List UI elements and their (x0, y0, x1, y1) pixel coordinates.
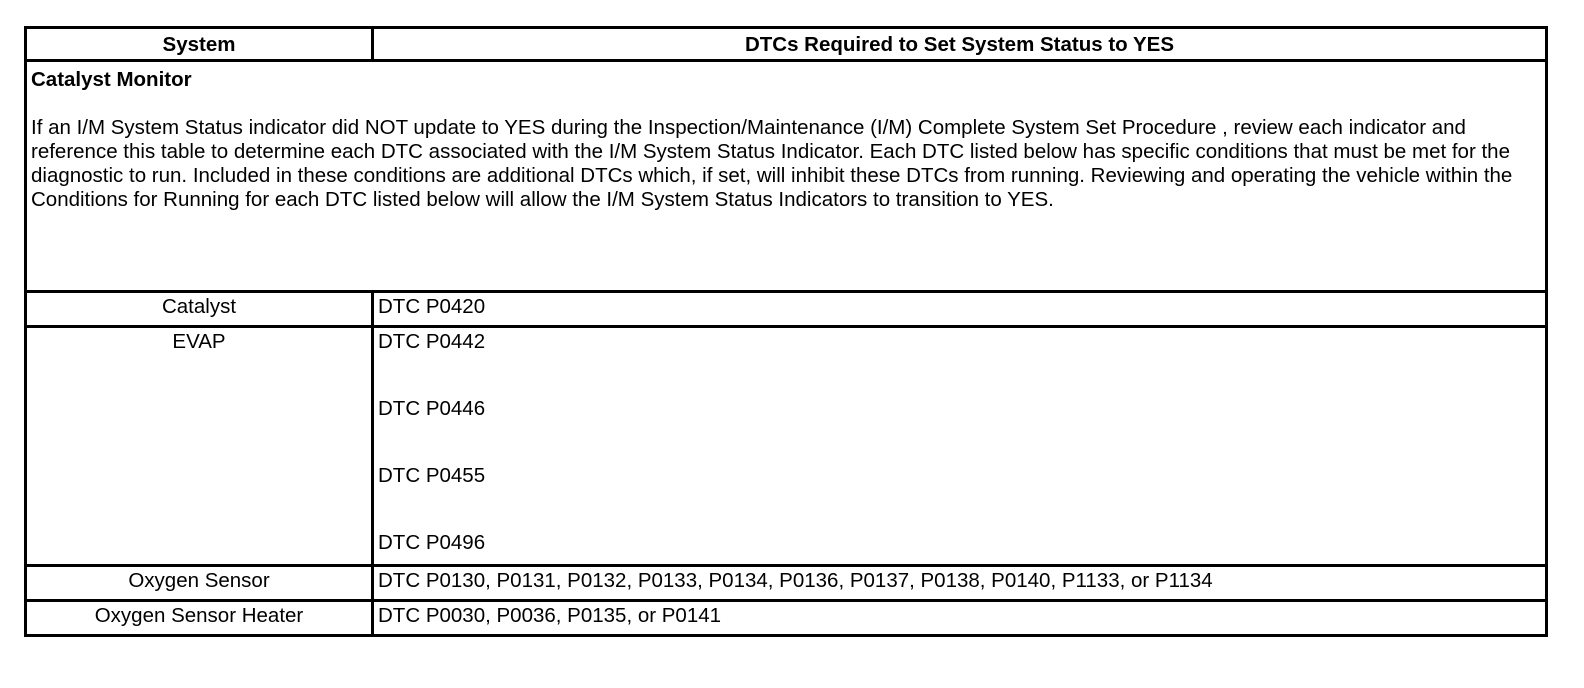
header-row (26, 28, 1547, 61)
dtc-item: DTC P0420 (378, 295, 486, 318)
table-row (26, 292, 1547, 327)
system-cell: EVAP (26, 327, 373, 566)
dtc-item: DTC P0030, P0036, P0135, or P0141 (378, 604, 722, 627)
dtc-cell (373, 327, 1547, 566)
table-row (26, 601, 1547, 636)
dtc-cell (373, 601, 1547, 636)
intro-text: If an I/M System Status indicator did NOT update to YES during the Inspection/Maintenance (I/M) Complete System Set Procedure , review each indicator and reference this table to determine each DTC associated with the I/M System Status Indicator. Each DTC listed below has specific conditions that must be met for the diagnostic to run. Included in these conditions are additional DTCs which, if set, will inhibit these DTCs from running. Reviewing and operating the vehicle within the Conditions for Running for each DTC listed below will allow the I/M System Status Indicators to transition to YES. (31, 116, 1513, 211)
dtc-item: DTC P0130, P0131, P0132, P0133, P0134, P0136, P0137, P0138, P0140, P1133, or P1134 (378, 569, 1213, 592)
system-cell: Oxygen Sensor (26, 566, 373, 601)
intro-title: Catalyst Monitor (31, 68, 192, 91)
intro-row (26, 61, 1547, 292)
intro-cell (26, 61, 1547, 292)
dtc-item: DTC P0496 (378, 531, 486, 554)
system-cell: Catalyst (26, 292, 373, 327)
dtc-cell (373, 292, 1547, 327)
header-system: System (26, 28, 373, 61)
dtc-item: DTC P0455 (378, 464, 486, 487)
table-row (26, 327, 1547, 566)
dtc-item: DTC P0446 (378, 397, 486, 420)
dtc-item: DTC P0442 (378, 330, 486, 353)
table-row (26, 566, 1547, 601)
system-cell: Oxygen Sensor Heater (26, 601, 373, 636)
dtc-cell (373, 566, 1547, 601)
header-dtcs: DTCs Required to Set System Status to YES (373, 28, 1547, 61)
dtc-table (24, 26, 1548, 637)
